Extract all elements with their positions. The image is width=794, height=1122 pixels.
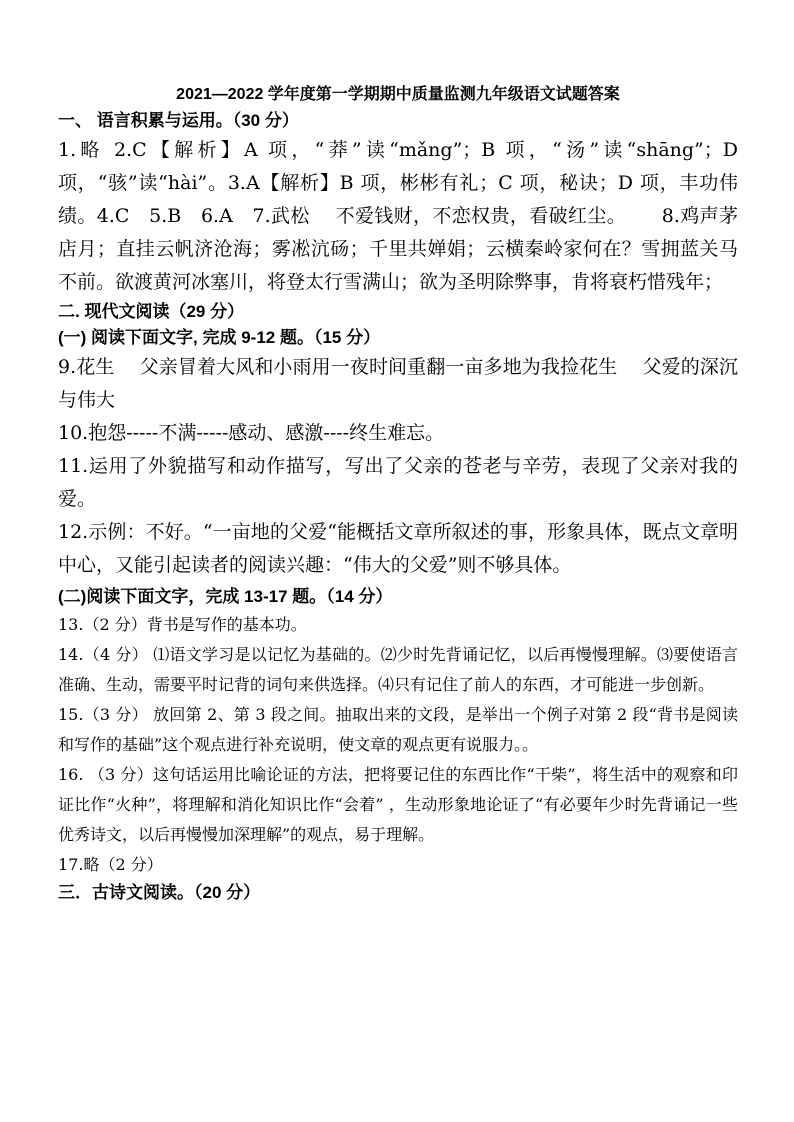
document-title: 2021—2022 学年度第一学期期中质量监测九年级语文试题答案 [176,86,620,103]
section-3-heading: 三．古诗文阅读。（20 分） [58,883,261,902]
answer-q13: 13.（2 分）背书是写作的基本功。 [58,615,307,634]
answer-q17: 17.略（2 分） [58,855,163,874]
answer-q9: 9.花生 父亲冒着大风和小雨用一夜时间重翻一亩多地为我捡花生 父爱的深沉与伟大 [58,356,738,411]
section-2-part-2-heading: (二)阅读下面文字，完成 13-17 题。（14 分） [58,587,393,606]
section-2-part-1-heading: (一) 阅读下面文字, 完成 9-12 题。（15 分） [58,328,381,347]
section-1-answers: 1.略 2.C【解析】A 项，“莽”读“mǎng”；B 项，“汤”读“shāng”；D 项，“骇”读“hài”。3.A【解析】B 项，彬彬有礼；C 项，秘诀；D 项，丰功伟绩。4.C 5.B 6.A 7.武松 不爱钱财，不恋权贵，看破红尘。 8.鸡声茅店月；直挂云帆济沧海；雾凇沆砀；千里共婵娟；云横秦岭家何在？雪拥蓝关马不前。欲渡黄河冰塞川，将登太行雪满山；欲为圣明除弊事，肯将衰朽惜残年； [58,139,738,293]
answer-q11: 11.运用了外貌描写和动作描写，写出了父亲的苍老与辛劳，表现了父亲对我的爱。 [58,455,738,510]
answer-sheet-page [58,82,738,906]
answer-q10: 10.抱怨-----不满-----感动、感激----终生难忘。 [58,422,445,444]
answer-q15: 15.（3 分） 放回第 2、第 3 段之间。抽取出来的文段，是举出一个例子对第 2 段“背书是阅读和写作的基础”这个观点进行补充说明，使文章的观点更有说服力。。 [58,705,738,754]
answer-q14: 14.（4 分） ⑴语文学习是以记忆为基础的。⑵少时先背诵记忆，以后再慢慢理解。⑶要使语言准确、生动，需要平时记背的词句来供选择。⑷只有记住了前人的东西，才可能进一步创新。 [58,645,738,694]
answer-q12: 12.示例：不好。“一亩地的父爱“能概括文章所叙述的事，形象具体，既点文章明中心，又能引起读者的阅读兴趣：“伟大的父爱”则不够具体。 [58,521,738,576]
answer-q16: 16. （3 分）这句话运用比喻论证的方法，把将要记住的东西比作“干柴”，将生活中的观察和印证比作“火种”，将理解和消化知识比作“会着” ，生动形象地论证了“有必要年少时先背诵记一些优秀诗文，以后再慢慢加深理解”的观点，易于理解。 [58,765,738,844]
section-2-heading: 二. 现代文阅读（29 分） [58,302,245,321]
section-1-heading: 一、 语言积累与运用。（30 分） [58,111,299,130]
